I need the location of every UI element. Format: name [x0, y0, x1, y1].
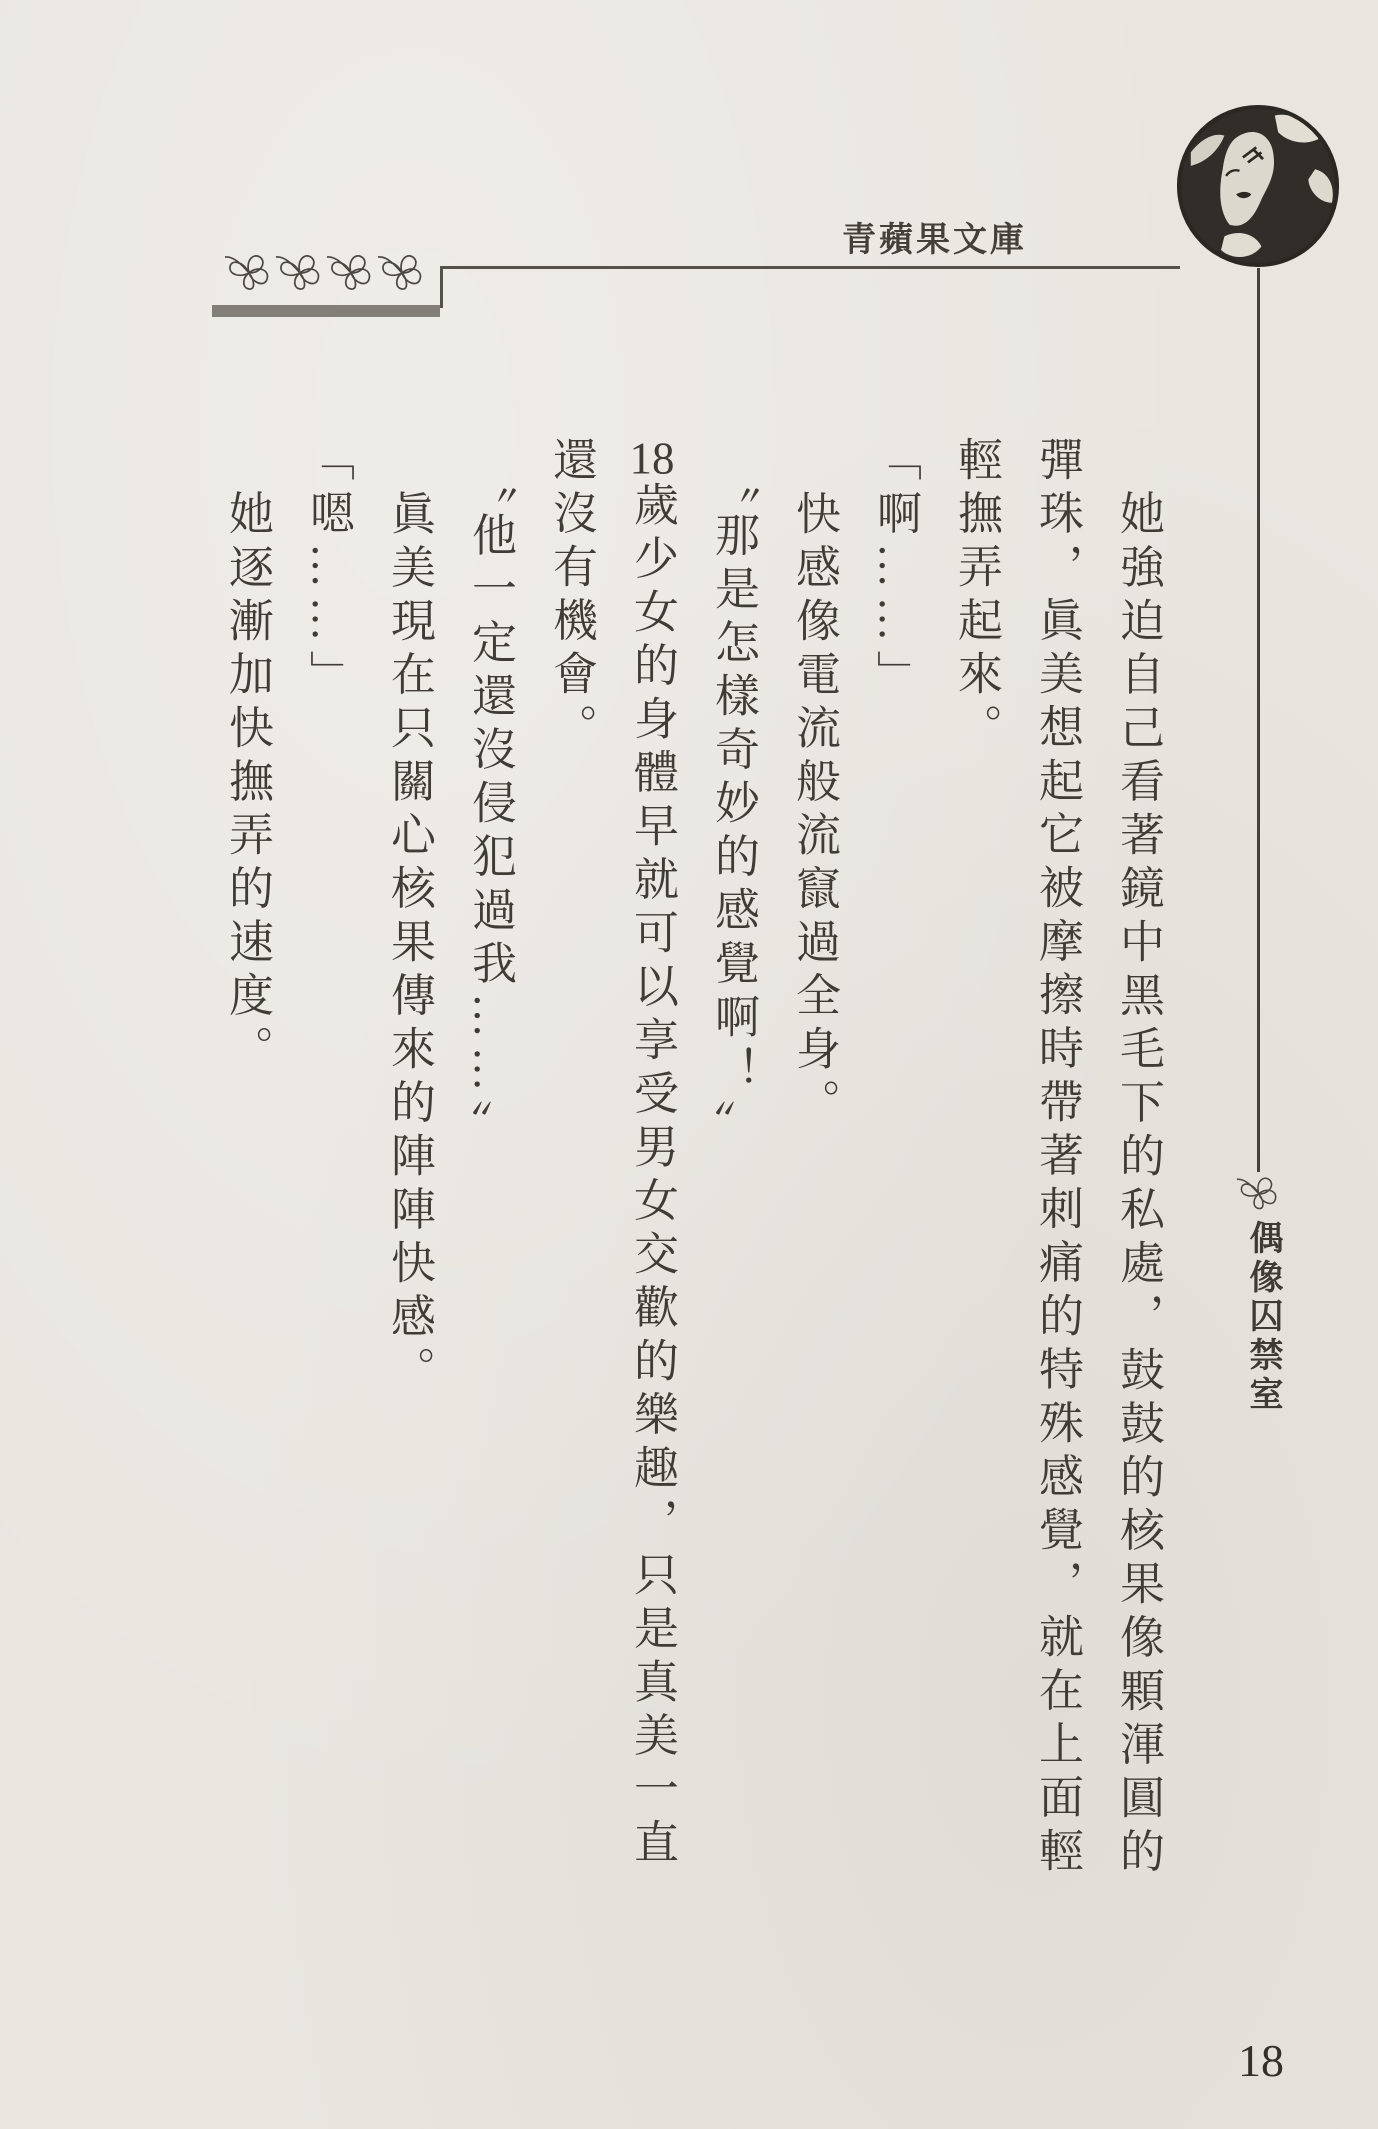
tatechuyoko-number: 18 — [629, 436, 675, 481]
paragraph-narration: 她逐漸加快撫弄的速度。 — [222, 490, 272, 1079]
page-number: 18 — [1238, 2035, 1284, 2086]
chapter-flower-icon — [1234, 1172, 1280, 1219]
paragraph-thought: 〝他一定還沒侵犯過我……〞 — [465, 458, 515, 1154]
ivy-leaf-icon — [1234, 1172, 1280, 1214]
paragraph-narration: 18歲少女的身體早就可以享受男女交歡的樂趣，只是真美一直還沒有機會。 — [546, 436, 677, 1872]
header-rule-thin — [442, 266, 1180, 269]
ivy-leaf-icon — [375, 248, 425, 296]
ivy-leaf-icon — [273, 248, 323, 296]
ivy-leaf-icon — [222, 248, 272, 296]
header-rule-thick — [212, 305, 440, 317]
library-label: 青蘋果文庫 — [842, 222, 1027, 259]
body-text — [198, 436, 1178, 1896]
flower-ornament-row — [222, 248, 425, 296]
ivy-leaf-icon — [324, 248, 374, 296]
paragraph-dialogue: 「啊……」 — [870, 436, 920, 704]
paragraph-narration: 快感像電流般流竄過全身。 — [789, 490, 839, 1132]
header-rule-step — [440, 266, 443, 308]
paragraph-dialogue: 「嗯……」 — [303, 436, 353, 704]
paragraph-narration: 她強迫自己看著鏡中黑毛下的私處，鼓鼓的核果像顆渾圓的彈珠，眞美想起它被摩擦時帶著刺痛的特殊感覺，就在上面輕輕撫弄起來。 — [951, 436, 1163, 1881]
chapter-rule — [1257, 268, 1260, 1172]
chapter-title: 偶像囚禁室 — [1244, 1220, 1281, 1415]
paragraph-narration: 眞美現在只關心核果傳來的陣陣快感。 — [384, 490, 434, 1400]
woman-portrait-icon — [1174, 102, 1342, 270]
paragraph-thought: 〝那是怎樣奇妙的感覺啊！〞 — [708, 458, 758, 1154]
